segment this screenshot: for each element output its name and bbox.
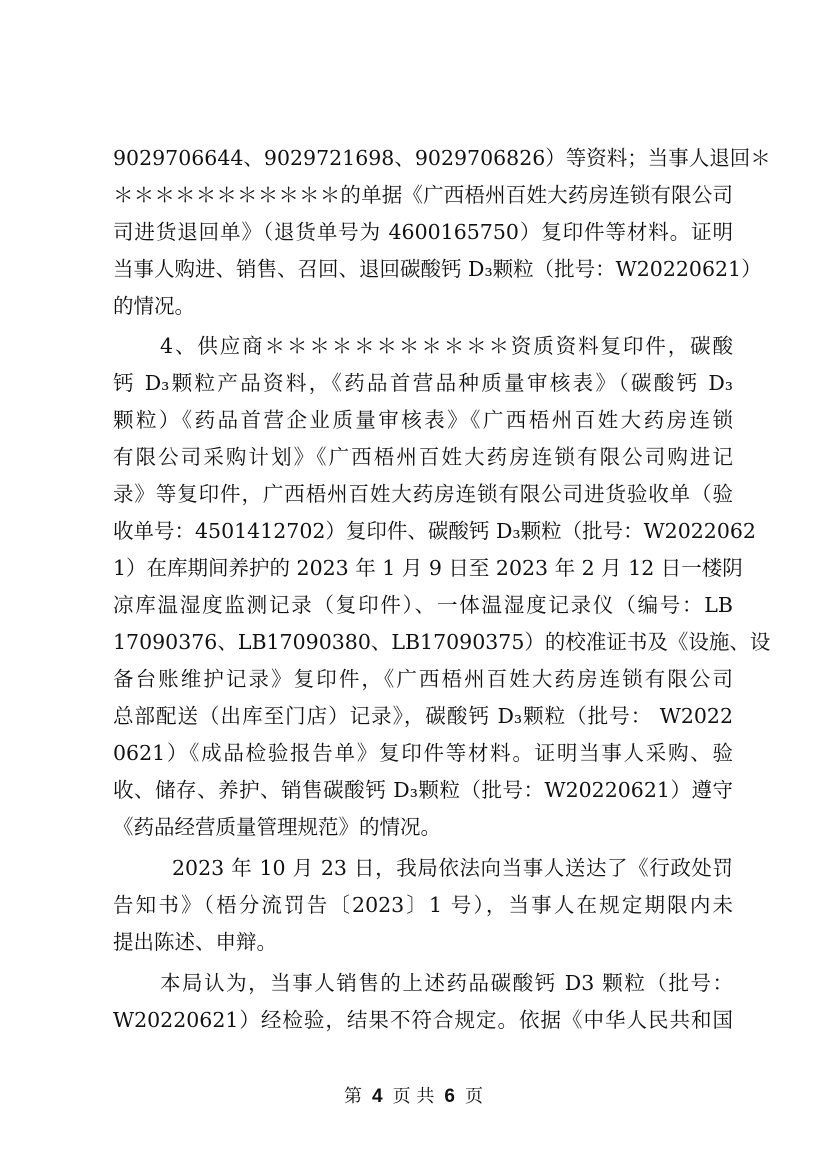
text-line-12: 1）在库期间养护的 2023 年 1 月 9 日至 2023 年 2 月 12 日一楼阴: [113, 556, 743, 580]
text-line-19: 《药品经营质量管理规范》的情况。: [113, 815, 441, 839]
text-line-11: 收单号：4501412702）复印件、碳酸钙 D₃颗粒（批号：W2022062: [113, 519, 756, 543]
text-line-20: 2023 年 10 月 23 日，我局依法向当事人送达了《行政处罚: [172, 856, 733, 880]
text-line-6: 4、供应商＊＊＊＊＊＊＊＊＊＊＊资质资料复印件，碳酸: [160, 334, 733, 358]
footer-total-pages: 6: [444, 1086, 455, 1107]
text-line-3: 司进货退回单》（退货单号为 4600165750）复印件等材料。证明: [113, 220, 733, 244]
text-line-22: 提出陈述、申辩。: [113, 930, 277, 954]
text-line-18: 收、储存、养护、销售碳酸钙 D₃颗粒（批号：W20220621）遵守: [113, 778, 733, 802]
text-line-10: 录》等复印件，广西梧州百姓大药房连锁有限公司进货验收单（验: [113, 482, 733, 506]
footer-prefix: 第: [344, 1086, 363, 1107]
text-line-1: 9029706644、9029721698、9029706826）等资料；当事人退回＊: [113, 146, 771, 170]
text-line-7: 钙 D₃颗粒产品资料，《药品首营品种质量审核表》（碳酸钙 D₃: [113, 371, 733, 395]
footer-suffix: 页: [464, 1086, 483, 1107]
text-line-17: 0621）《成品检验报告单》复印件等材料。证明当事人采购、验: [113, 741, 733, 765]
text-line-23: 本局认为，当事人销售的上述药品碳酸钙 D3 颗粒（批号：: [160, 971, 733, 995]
text-line-5: 的情况。: [113, 294, 195, 318]
text-line-9: 有限公司采购计划》《广西梧州百姓大药房连锁有限公司购进记: [113, 445, 733, 469]
text-line-21: 告知书》（梧分流罚告〔2023〕1 号），当事人在规定期限内未: [113, 893, 733, 917]
footer-page-number: 4: [372, 1086, 383, 1107]
text-line-13: 凉库温湿度监测记录（复印件）、一体温湿度记录仪（编号：LB: [113, 593, 733, 617]
text-line-8: 颗粒）《药品首营企业质量审核表》《广西梧州百姓大药房连锁: [113, 408, 733, 432]
text-line-15: 备台账维护记录》复印件，《广西梧州百姓大药房连锁有限公司: [113, 667, 733, 691]
text-line-2: ＊＊＊＊＊＊＊＊＊＊＊的单据《广西梧州百姓大药房连锁有限公司: [113, 183, 733, 207]
text-line-14: 17090376、LB17090380、LB17090375）的校准证书及《设施、设: [113, 630, 771, 654]
text-line-24: W20220621）经检验，结果不符合规定。依据《中华人民共和国: [113, 1008, 733, 1032]
footer-middle: 页 共: [392, 1086, 435, 1107]
text-line-4: 当事人购进、销售、召回、退回碳酸钙 D₃颗粒（批号：W20220621）: [113, 257, 762, 281]
text-line-16: 总部配送（出库至门店）记录》，碳酸钙 D₃颗粒（批号： W2022: [113, 704, 733, 728]
page-footer: [0, 1082, 827, 1112]
